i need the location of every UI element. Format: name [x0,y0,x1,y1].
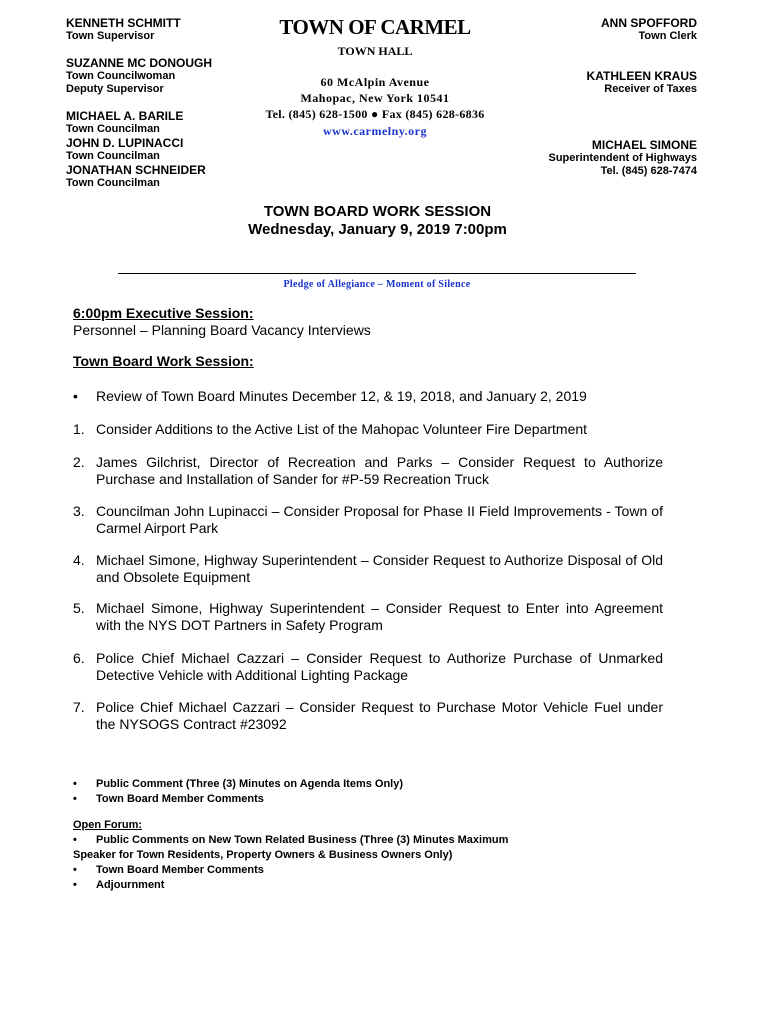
list-item [73,650,663,684]
official-role: Town Clerk [638,30,697,42]
official-role: Town Councilman [66,123,160,135]
right-officials [480,16,697,178]
official-name: KATHLEEN KRAUS [586,69,697,83]
item-text: Police Chief Michael Cazzari – Consider Request to Authorize Purchase of Unmarked Detective Vehicle with Additional Lighting Package [96,650,663,683]
bullet-icon: • [73,879,77,891]
list-item [73,600,663,634]
bullet-icon: • [73,778,77,790]
item-number: 5. [73,600,85,616]
open-forum-heading: Open Forum: [73,819,143,831]
item-text: Michael Simone, Highway Superintendent – Consider Request to Authorize Disposal of Old and Obsolete Equipment [96,552,663,585]
divider-line [118,273,636,274]
official-role: Town Councilman [66,150,160,162]
open-forum-text-cont: Speaker for Town Residents, Property Owners & Business Owners Only) [73,849,453,861]
open-forum-item [73,833,673,848]
list-item [73,388,663,405]
meeting-title: TOWN BOARD WORK SESSION [263,203,492,220]
exec-session-heading: 6:00pm Executive Session: [73,305,254,321]
official-role: Deputy Supervisor [66,83,164,95]
official-name: SUZANNE MC DONOUGH [66,56,212,70]
official-role: Tel. (845) 628-7474 [600,165,697,177]
item-number: 4. [73,552,85,568]
official-role: Town Councilwoman [66,70,176,82]
official-name: MICHAEL SIMONE [591,138,697,152]
list-item [73,454,663,488]
item-number: 1. [73,421,85,437]
bullet-icon: • [73,864,77,876]
phone-fax: Tel. (845) 628-1500 ● Fax (845) 628-6836 [265,107,485,121]
website-link[interactable]: www.carmelny.org [323,124,427,138]
exec-session-text: Personnel – Planning Board Vacancy Interviews [73,322,371,338]
list-item [73,503,663,537]
address-line-2: Mahopac, New York 10541 [300,91,450,105]
official-name: JONATHAN SCHNEIDER [66,163,206,177]
closing-bullet [73,777,673,792]
meeting-datetime: Wednesday, January 9, 2019 7:00pm [248,221,507,238]
bullet-icon: • [73,793,77,805]
open-forum-text: Public Comments on New Town Related Business (Three (3) Minutes Maximum [96,834,509,846]
item-text: Councilman John Lupinacci – Consider Proposal for Phase II Field Improvements - Town of Carmel Airport Park [96,503,663,536]
item-text: Consider Additions to the Active List of the Mahopac Volunteer Fire Department [96,421,588,437]
final-bullet [73,878,673,893]
letterhead [250,14,500,140]
item-text: James Gilchrist, Director of Recreation and Parks – Consider Request to Authorize Purchase and Installation of Sander for #P-59 Recreation Truck [96,454,663,487]
official-role: Superintendent of Highways [548,152,697,164]
address-line-1: 60 McAlpin Avenue [320,75,430,89]
final-bullet-text: Adjournment [96,879,165,891]
official-role: Town Councilman [66,177,160,189]
official-name: ANN SPOFFORD [601,16,697,30]
official-name: KENNETH SCHMITT [66,16,181,30]
item-text: Review of Town Board Minutes December 12, & 19, 2018, and January 2, 2019 [96,388,587,404]
bullet-icon: • [73,834,77,846]
item-text: Michael Simone, Highway Superintendent – Consider Request to Enter into Agreement with the NYS DOT Partners in Safety Program [96,600,663,633]
pledge-line: Pledge of Allegiance – Moment of Silence [283,279,471,290]
official-role: Receiver of Taxes [604,83,697,95]
list-item [73,421,663,438]
closing-bullet-text: Town Board Member Comments [96,793,264,805]
final-bullet [73,863,673,878]
item-number: 3. [73,503,85,519]
official-name: MICHAEL A. BARILE [66,109,184,123]
town-hall: TOWN HALL [337,44,413,58]
list-item [73,699,663,733]
final-bullet-text: Town Board Member Comments [96,864,264,876]
closing-bullet-text: Public Comment (Three (3) Minutes on Agenda Items Only) [96,778,404,790]
item-number: 2. [73,454,85,470]
town-title: TOWN OF CARMEL [279,15,471,39]
closing-bullet [73,792,673,807]
official-name: JOHN D. LUPINACCI [66,136,184,150]
list-item [73,552,663,586]
item-number: 7. [73,699,85,715]
work-session-heading: Town Board Work Session: [73,353,254,369]
bullet-icon: • [73,388,78,404]
item-text: Police Chief Michael Cazzari – Consider Request to Purchase Motor Vehicle Fuel under the NYSOGS Contract #23092 [96,699,663,732]
item-number: 6. [73,650,85,666]
official-role: Town Supervisor [66,30,155,42]
